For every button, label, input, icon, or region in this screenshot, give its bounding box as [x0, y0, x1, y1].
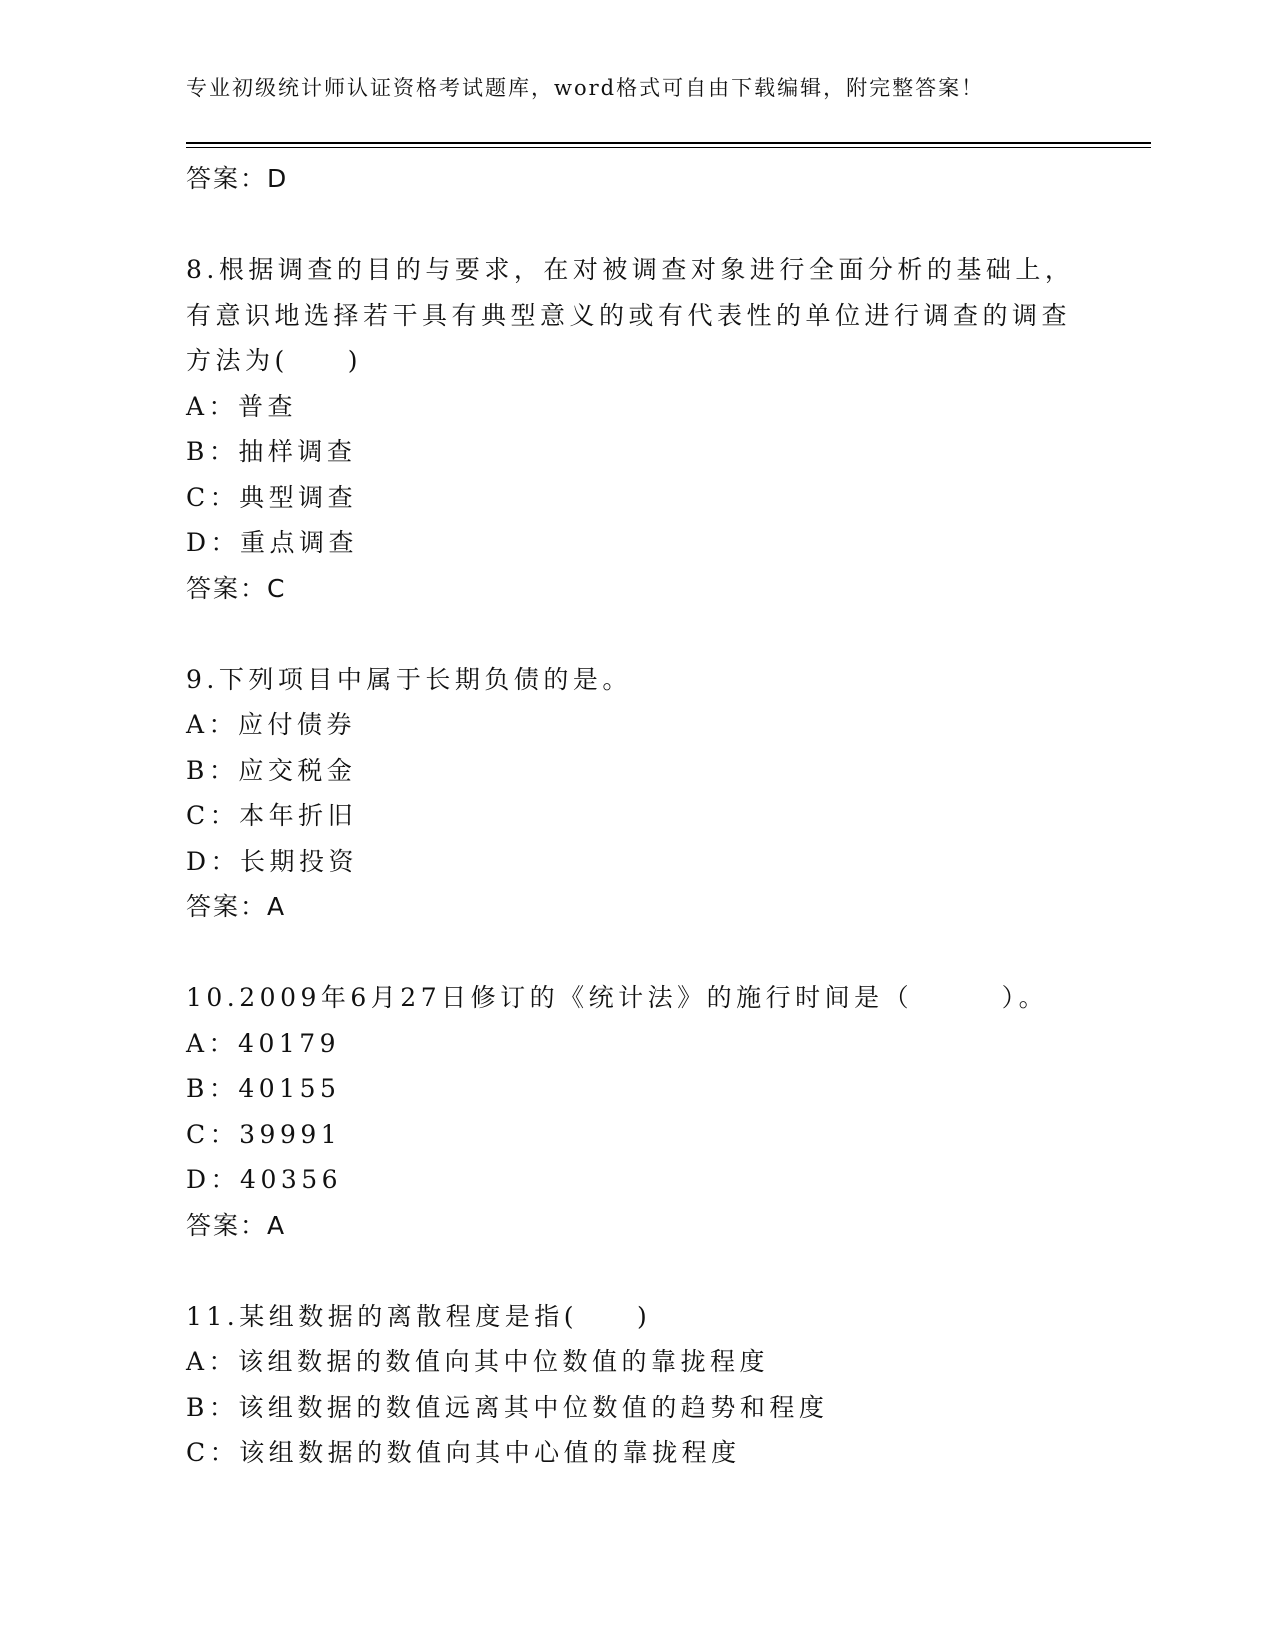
question-block — [186, 657, 1151, 930]
question-stem: 方法为( ) — [186, 346, 363, 375]
question-stem: 8.根据调查的目的与要求，在对被调查对象进行全面分析的基础上， — [186, 255, 1075, 284]
answer-line: 答案：A — [186, 892, 287, 921]
question-stem: 11.某组数据的离散程度是指( ) — [186, 1301, 652, 1331]
answer-line: 答案：C — [186, 573, 287, 603]
question-block — [186, 1294, 1151, 1476]
answer-line: 答案：D — [186, 164, 289, 193]
option-d: D：40356 — [186, 1165, 343, 1194]
option-b: B：抽样调查 — [186, 437, 357, 466]
question-list — [186, 156, 1151, 1476]
option-b: B：应交税金 — [186, 755, 357, 785]
option-a: A：该组数据的数值向其中位数值的靠拢程度 — [186, 1347, 770, 1376]
question-block — [186, 247, 1151, 611]
option-c: C：该组数据的数值向其中心值的靠拢程度 — [186, 1438, 741, 1467]
spacer — [186, 930, 1151, 976]
question-block — [186, 975, 1151, 1248]
spacer — [186, 611, 1151, 657]
question-stem: 10.2009年6月27日修订的《统计法》的施行时间是（ ）。 — [186, 983, 1049, 1012]
page-header: 专业初级统计师认证资格考试题库，word格式可自由下载编辑，附完整答案！ — [186, 76, 985, 100]
option-a: A：应付债券 — [186, 710, 357, 739]
option-b: B：40155 — [186, 1074, 341, 1103]
question-stem: 9.下列项目中属于长期负债的是。 — [186, 664, 632, 694]
option-b: B：该组数据的数值远离其中位数值的趋势和程度 — [186, 1392, 829, 1422]
option-a: A：40179 — [186, 1028, 341, 1058]
option-a: A：普查 — [186, 391, 298, 421]
option-c: C：典型调查 — [186, 482, 358, 512]
option-d: D：长期投资 — [186, 846, 359, 876]
option-d: D：重点调查 — [186, 528, 359, 557]
answer-line: 答案：A — [186, 1210, 287, 1240]
spacer — [186, 1248, 1151, 1294]
question-stem: 有意识地选择若干具有典型意义的或有代表性的单位进行调查的调查 — [186, 300, 1072, 330]
option-c: C：本年折旧 — [186, 801, 358, 830]
header-divider — [186, 142, 1151, 148]
option-c: C：39991 — [186, 1119, 342, 1149]
spacer — [186, 202, 1151, 248]
